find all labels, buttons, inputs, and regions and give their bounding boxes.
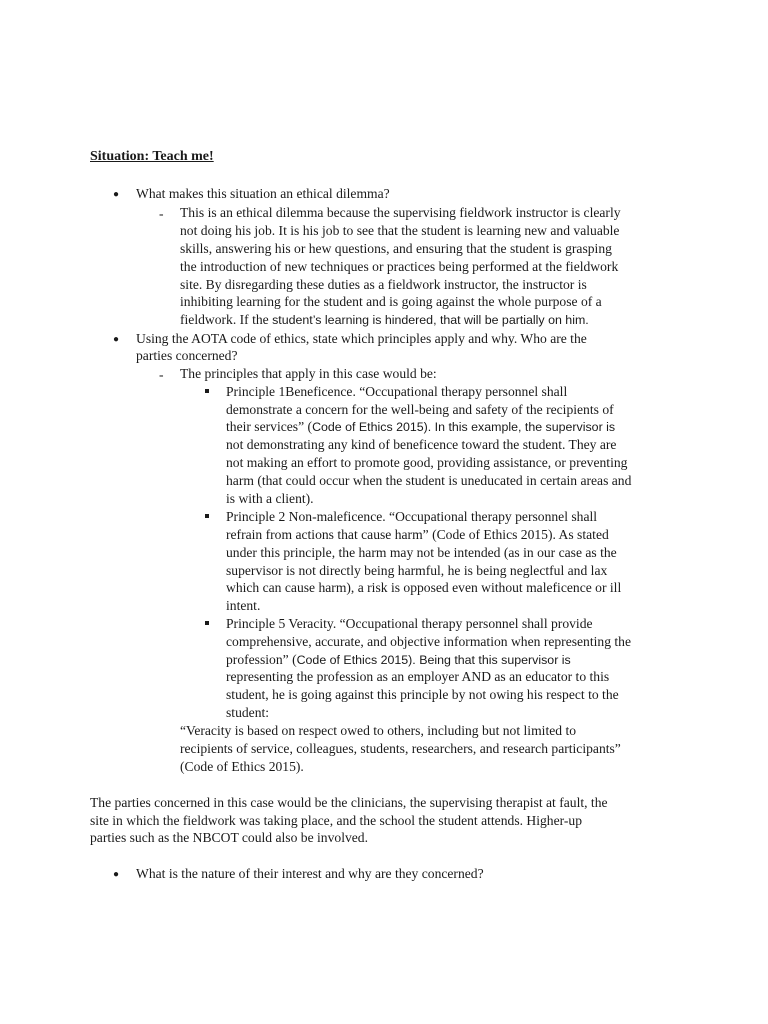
paragraph-line: parties such as the NBCOT could also be involved. xyxy=(90,830,368,845)
question-principles-l1: Using the AOTA code of ethics, state which principles apply and why. Who are the xyxy=(136,331,587,346)
principle-line xyxy=(226,418,615,437)
answer-text-alt-font: student’s learning is hindered, that will be partially on him. xyxy=(272,313,589,327)
question-ethical-dilemma: What makes this situation an ethical dilemma? xyxy=(136,186,390,201)
principle-line: Principle 2 Non-maleficence. “Occupational therapy personnel shall xyxy=(226,509,598,524)
quote-line: (Code of Ethics 2015). xyxy=(180,759,304,774)
bullet-q2: ● xyxy=(113,334,120,345)
question-principles-l2: parties concerned? xyxy=(136,348,238,363)
bullet-q1: ● xyxy=(113,189,120,200)
answer-line: This is an ethical dilemma because the supervising fieldwork instructor is clearly xyxy=(180,205,621,220)
square-bullet-p5 xyxy=(205,621,209,625)
principle-line: Principle 1Beneficence. “Occupational therapy personnel shall xyxy=(226,384,568,399)
principle-line: is with a client). xyxy=(226,491,314,506)
bullet-q3: ● xyxy=(113,869,120,880)
principle-line: refrain from actions that cause harm” (Code of Ethics 2015). As stated xyxy=(226,527,609,542)
square-bullet-p2 xyxy=(205,514,209,518)
principle-line: which can cause harm), a risk is opposed even without maleficence or ill xyxy=(226,580,622,595)
answer-line: inhibiting learning for the student and is going against the whole purpose of a xyxy=(180,294,602,309)
principle-line: not making an effort to promote good, providing assistance, or preventing xyxy=(226,455,628,470)
principle-line: Principle 5 Veracity. “Occupational therapy personnel shall provide xyxy=(226,616,593,631)
principle-line: demonstrate a concern for the well-being and safety of the recipients of xyxy=(226,402,614,417)
paragraph-line: The parties concerned in this case would be the clinicians, the supervising therapist at fault, the xyxy=(90,795,608,810)
answer-line: skills, answering his or hew questions, and ensuring that the student is grasping xyxy=(180,241,612,256)
principle-line: comprehensive, accurate, and objective information when representing the xyxy=(226,634,632,649)
principle-text-alt-font: Code of Ethics 2015). In this example, the supervisor is xyxy=(312,420,616,434)
principles-intro: The principles that apply in this case would be: xyxy=(180,366,437,381)
question-nature-of-interest: What is the nature of their interest and why are they concerned? xyxy=(136,866,484,881)
square-bullet-p1 xyxy=(205,389,209,393)
quote-line: recipients of service, colleagues, students, researchers, and research participants” xyxy=(180,741,621,756)
principle-line: supervisor is not directly being harmful, he is being neglectful and lax xyxy=(226,563,608,578)
principle-line: under this principle, the harm may not be intended (as in our case as the xyxy=(226,545,617,560)
principle-line: representing the profession as an employer AND as an educator to this xyxy=(226,669,610,684)
dash-q2: - xyxy=(159,367,164,382)
principle-text: their services” ( xyxy=(226,419,313,434)
answer-line-last xyxy=(180,311,589,330)
principle-text: profession” ( xyxy=(226,652,297,667)
answer-text: fieldwork. If the xyxy=(180,312,273,327)
dash-q1: - xyxy=(159,206,164,221)
answer-line: site. By disregarding these duties as a fieldwork instructor, the instructor is xyxy=(180,277,587,292)
principle-line: student: xyxy=(226,705,270,720)
principle-line: intent. xyxy=(226,598,261,613)
answer-line: not doing his job. It is his job to see that the student is learning new and valuable xyxy=(180,223,620,238)
principle-line: student, he is going against this principle by not owing his respect to the xyxy=(226,687,619,702)
principle-line: not demonstrating any kind of beneficence toward the student. They are xyxy=(226,437,617,452)
situation-title: Situation: Teach me! xyxy=(90,149,214,164)
answer-line: the introduction of new techniques or practices being performed at the fieldwork xyxy=(180,259,619,274)
paragraph-line: site in which the fieldwork was taking place, and the school the student attends. Higher-up xyxy=(90,813,582,828)
principle-line: harm (that could occur when the student is uneducated in certain areas and xyxy=(226,473,632,488)
principle-text-alt-font: Code of Ethics 2015). Being that this supervisor is xyxy=(296,653,571,667)
quote-line: “Veracity is based on respect owed to others, including but not limited to xyxy=(180,723,577,738)
principle-line xyxy=(226,651,571,670)
